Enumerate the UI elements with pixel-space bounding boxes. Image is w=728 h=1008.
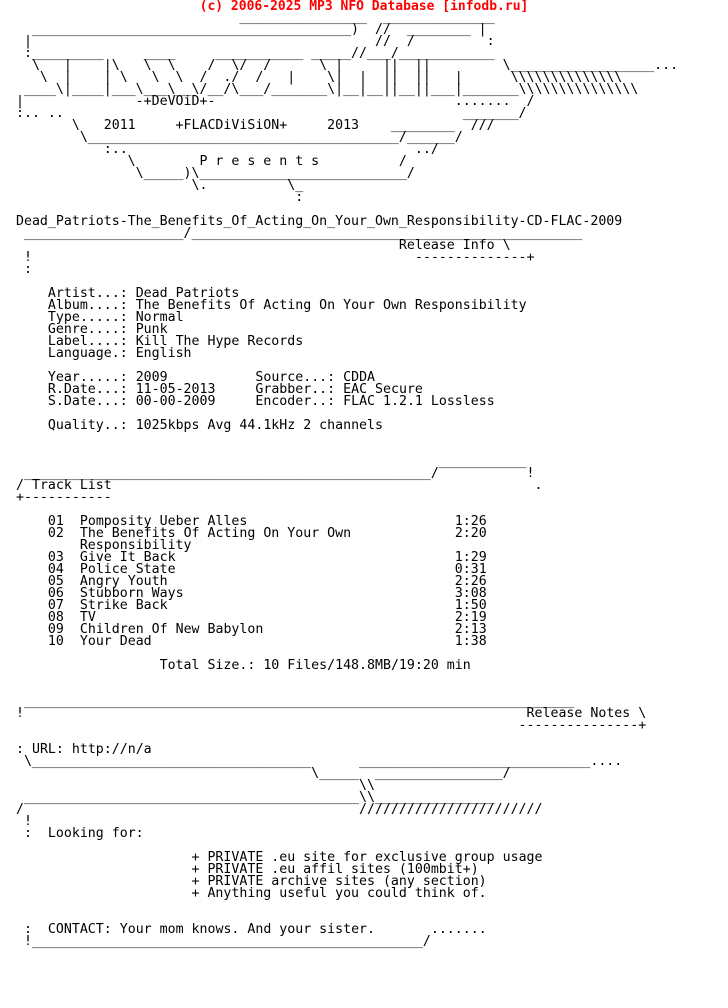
logo-line: ________________ ______________: [16, 10, 495, 25]
track-list: [16, 516, 678, 648]
logo-line: \. \_: [16, 178, 304, 193]
looking-for-label: Looking for:: [47, 826, 144, 841]
track-time: 1:38: [454, 634, 487, 649]
logo-line: \ 2011 +FLACDiViSiON+ 2013 ________ ///: [16, 118, 495, 133]
track-list-title: Track List: [31, 478, 112, 493]
year-value: 2009: [135, 370, 168, 385]
logo-line: :.. ../: [16, 142, 439, 157]
track-number: 09: [47, 622, 64, 637]
nfo-document: ________________ ______________ ________________________________________) // ________ | | // / : :_________ ____ ___________ _____//___/____________ \ | |\ \ \ / \/ / \ | || || \__________________... \ | | \ \ \ / ./ / | \| | || || | \\\\\\\\\\\\\\ ____\|____|___\___\__\/__/\___/_______\|__|__||__||___|_______\\\\\\\\\\\\\\\ | -+DeVOiD+- ....... / :.. .. _______/ \ 2011 +FLACDiViSiON+ 2013 ________ /// \_______________________________________/______/ :.. ../ \ P r e s e n t s / \_____)\__________________________/ \. \_ : Dead_Patriots-The_Benefits_Of_Acting_On_Your_Own_Responsibility-CD-FLAC-2009 ____________________/_________________________________________________ Release Info \ ! --------------+ : Artist...: Dead Patriots Album....: The Benefits Of Acting On Your Own Responsibility Type.....: Normal Genre....: Punk Label....: Kill The Hype Records Language.: English Year.....: 2009 Source...: CDDA R.Date...: 11-05-2013 Grabber..: EAC Secure S.Date...: 00-00-2009 Encoder..: FLAC 1.2.1 Lossless Quality..: 1025kbps Avg 44.1kHz 2 channels ___________ ___________________________________________________/ ! / Track List . +----------- 01 Pomposity Ueber Alles 1:26 02 The Benefits Of Acting On Your Own 2:20 Responsibility 03 Give It Back 1:29 04 Police State 0:31 05 Angry Youth 2:26 06 Stubborn Ways 3:08 07 Strike Back 1:50 08 TV 2:19 09 Children Of New Babylon 2:13 10 Your Dead 1:38 Total Size.: 10 Files/148.8MB/19:20 min _____________________________________________________________________ ! Release Notes \ ---------------+ : URL: http://n/a \___________________________________ _____________________________.... \_____ ________________/ \\ __________________________________________\\_______________ / /////////////////////// ! : Looking for: + PRIVATE .eu site for exclusive group usage + PRIVATE .eu affil sites (100mbit+) + PRIVATE archive sites (any section) + Anything useful you could think of. : CONTACT: Your mom knows. And your sister. ....... !_________________________________________________/: [16, 10, 679, 949]
album-value: The Benefits Of Acting On Your Own Responsibility: [135, 298, 527, 313]
looking-for-item: + PRIVATE .eu affil sites (100mbit+): [16, 862, 479, 877]
track-title: Your Dead: [79, 634, 152, 649]
sdate-value: 00-00-2009: [135, 394, 216, 409]
track-title: Angry Youth: [79, 574, 168, 589]
release-info-title: Release Info: [398, 238, 495, 253]
url-value: http://n/a: [71, 742, 152, 757]
logo-line: ____\|____|___\___\__\/__/\___/_______\|__|__||__||___|_______\\\\\\\\\\\\\\\: [16, 82, 639, 97]
looking-for-list: [16, 852, 678, 900]
logo-line: | -+DeVOiD+- ....... /: [16, 94, 535, 109]
logo-line: :_________ ____ ___________ _____//___/____________: [16, 46, 511, 61]
encoder-value: FLAC 1.2.1 Lossless: [343, 394, 495, 409]
track-number: 03: [47, 550, 64, 565]
logo-line: \_______________________________________/______/: [16, 130, 463, 145]
track-title: Strike Back: [79, 598, 168, 613]
track-time: 3:08: [454, 586, 487, 601]
track-number: 07: [47, 598, 64, 613]
logo-line: | // / :: [16, 34, 495, 49]
source-value: CDDA: [343, 370, 376, 385]
track-title: Police State: [79, 562, 176, 577]
track-time: 2:26: [454, 574, 487, 589]
contact-value: Your mom knows. And your sister.: [119, 922, 376, 937]
artist-value: Dead Patriots: [135, 286, 240, 301]
track-number: 02: [47, 526, 64, 541]
genre-value: Punk: [135, 322, 168, 337]
type-value: Normal: [135, 310, 184, 325]
track-number: 01: [47, 514, 64, 529]
release-name: Dead_Patriots-The_Benefits_Of_Acting_On_Your_Own_Responsibility-CD-FLAC-2009: [16, 214, 623, 229]
track-title: Stubborn Ways: [79, 586, 184, 601]
track-title-continued: Responsibility: [79, 538, 192, 553]
track-title: Give It Back: [79, 550, 176, 565]
track-number: 05: [47, 574, 64, 589]
track-time: 1:26: [454, 514, 487, 529]
track-number: 04: [47, 562, 64, 577]
track-number: 10: [47, 634, 64, 649]
logo-line: :: [16, 190, 304, 205]
logo-line: \ P r e s e n t s /: [16, 154, 407, 169]
logo-line: ________________________________________) // ________ |: [16, 22, 487, 37]
track-title: Children Of New Babylon: [79, 622, 264, 637]
logo-line: \_____)\__________________________/: [16, 166, 415, 181]
track-time: 2:20: [454, 526, 487, 541]
track-time: 2:19: [454, 610, 487, 625]
logo-line: :.. .. _______/: [16, 106, 527, 121]
track-time: 0:31: [454, 562, 487, 577]
quality-value: 1025kbps Avg 44.1kHz 2 channels: [135, 418, 383, 433]
track-title: TV: [79, 610, 96, 625]
looking-for-item: + Anything useful you could think of.: [16, 886, 487, 901]
looking-for-item: + PRIVATE .eu site for exclusive group usage: [16, 850, 543, 865]
track-title: Pomposity Ueber Alles: [79, 514, 248, 529]
site-credit: (c) 2006-2025 MP3 NFO Database [infodb.ru]: [199, 0, 529, 14]
grabber-value: EAC Secure: [343, 382, 423, 397]
track-number: 06: [47, 586, 64, 601]
track-time: 2:13: [454, 622, 487, 637]
track-row: [16, 636, 678, 648]
ascii-logo: [16, 12, 678, 204]
track-time: 1:50: [454, 598, 487, 613]
language-value: English: [135, 346, 192, 361]
logo-line: \ | |\ \ \ / \/ / \ | || || \__________________...: [16, 58, 679, 73]
looking-for-item: + PRIVATE archive sites (any section): [16, 874, 487, 889]
track-title: The Benefits Of Acting On Your Own: [79, 526, 352, 541]
track-time: 1:29: [454, 550, 487, 565]
total-size: 10 Files/148.8MB/19:20 min: [263, 658, 471, 673]
logo-line: \ | | \ \ \ / ./ / | \| | || || | \\\\\\\\\\\\\\: [16, 70, 623, 85]
track-number: 08: [47, 610, 64, 625]
rdate-value: 11-05-2013: [135, 382, 216, 397]
label-value: Kill The Hype Records: [135, 334, 304, 349]
release-notes-title: Release Notes: [526, 706, 631, 721]
